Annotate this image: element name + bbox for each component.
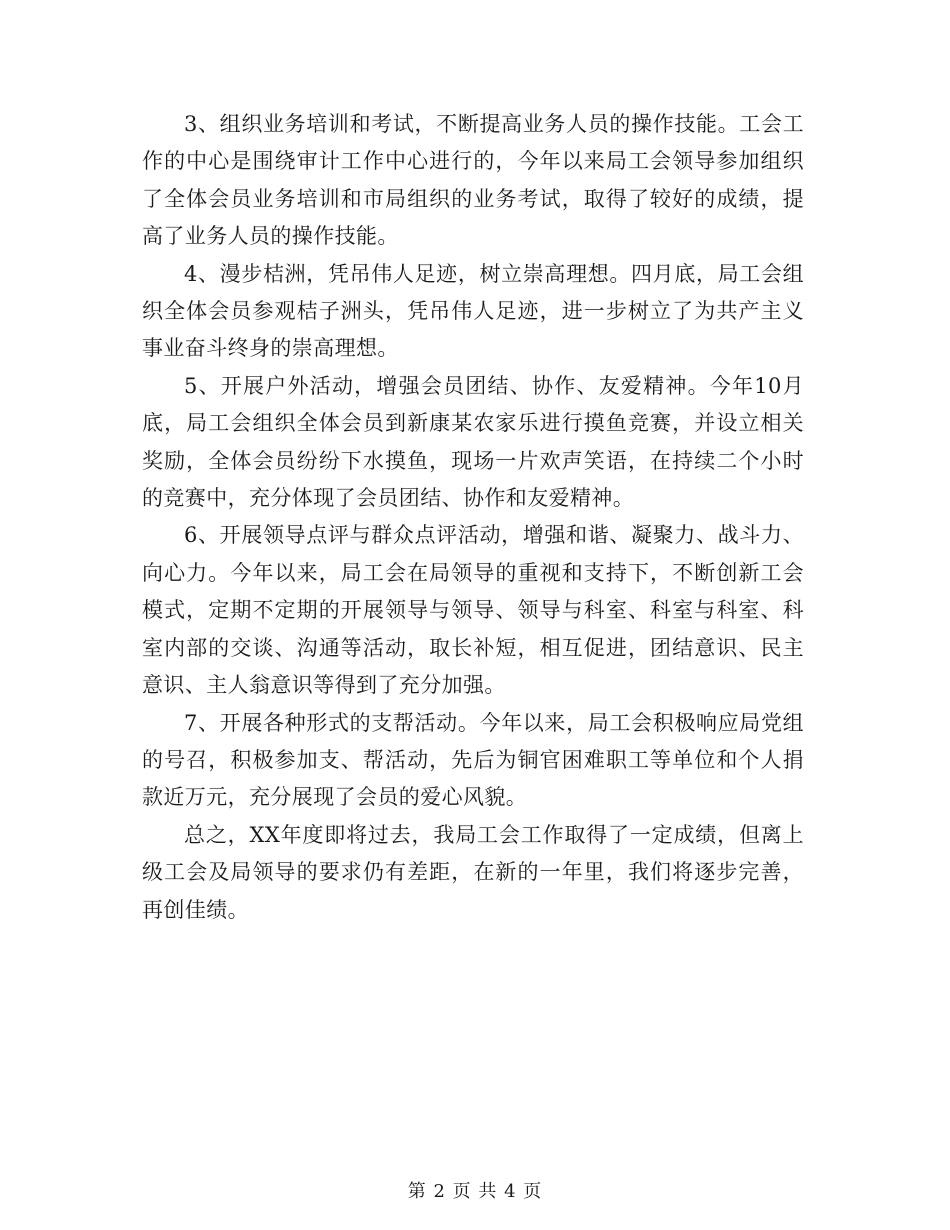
paragraph-4-juzizhou: 4、漫步桔洲，凭吊伟人足迹，树立崇高理想。四月底，局工会组织全体会员参观桔子洲头，凭吊伟人足迹，进一步树立了为共产主义事业奋斗终身的崇高理想。 xyxy=(142,261,804,361)
paragraph-7-support-activity: 7、开展各种形式的支帮活动。今年以来，局工会积极响应局党组的号召，积极参加支、帮活动，先后为铜官困难职工等单位和个人捐款近万元，充分展现了会员的爱心风貌。 xyxy=(142,710,804,810)
paragraph-6-review-activity: 6、开展领导点评与群众点评活动，增强和谐、凝聚力、战斗力、向心力。今年以来，局工会在局领导的重视和支持下，不断创新工会模式，定期不定期的开展领导与领导、领导与科室、科室与科室、科室内部的交谈、沟通等活动，取长补短，相互促进，团结意识、民主意识、主人翁意识等得到了充分加强。 xyxy=(142,523,804,698)
paragraph-5-outdoor-activity: 5、开展户外活动，增强会员团结、协作、友爱精神。今年10月底，局工会组织全体会员到新康某农家乐进行摸鱼竞赛，并设立相关奖励，全体会员纷纷下水摸鱼，现场一片欢声笑语，在持续二个小时的竞赛中，充分体现了会员团结、协作和友爱精神。 xyxy=(142,373,804,511)
paragraph-summary: 总之，XX年度即将过去，我局工会工作取得了一定成绩，但离上级工会及局领导的要求仍有差距，在新的一年里，我们将逐步完善，再创佳绩。 xyxy=(142,822,804,922)
page-number-footer: 第 2 页 共 4 页 xyxy=(407,1181,543,1202)
document-body xyxy=(142,106,804,929)
paragraph-3-training: 3、组织业务培训和考试，不断提高业务人员的操作技能。工会工作的中心是围绕审计工作中心进行的，今年以来局工会领导参加组织了全体会员业务培训和市局组织的业务考试，取得了较好的成绩，提高了业务人员的操作技能。 xyxy=(142,112,804,249)
